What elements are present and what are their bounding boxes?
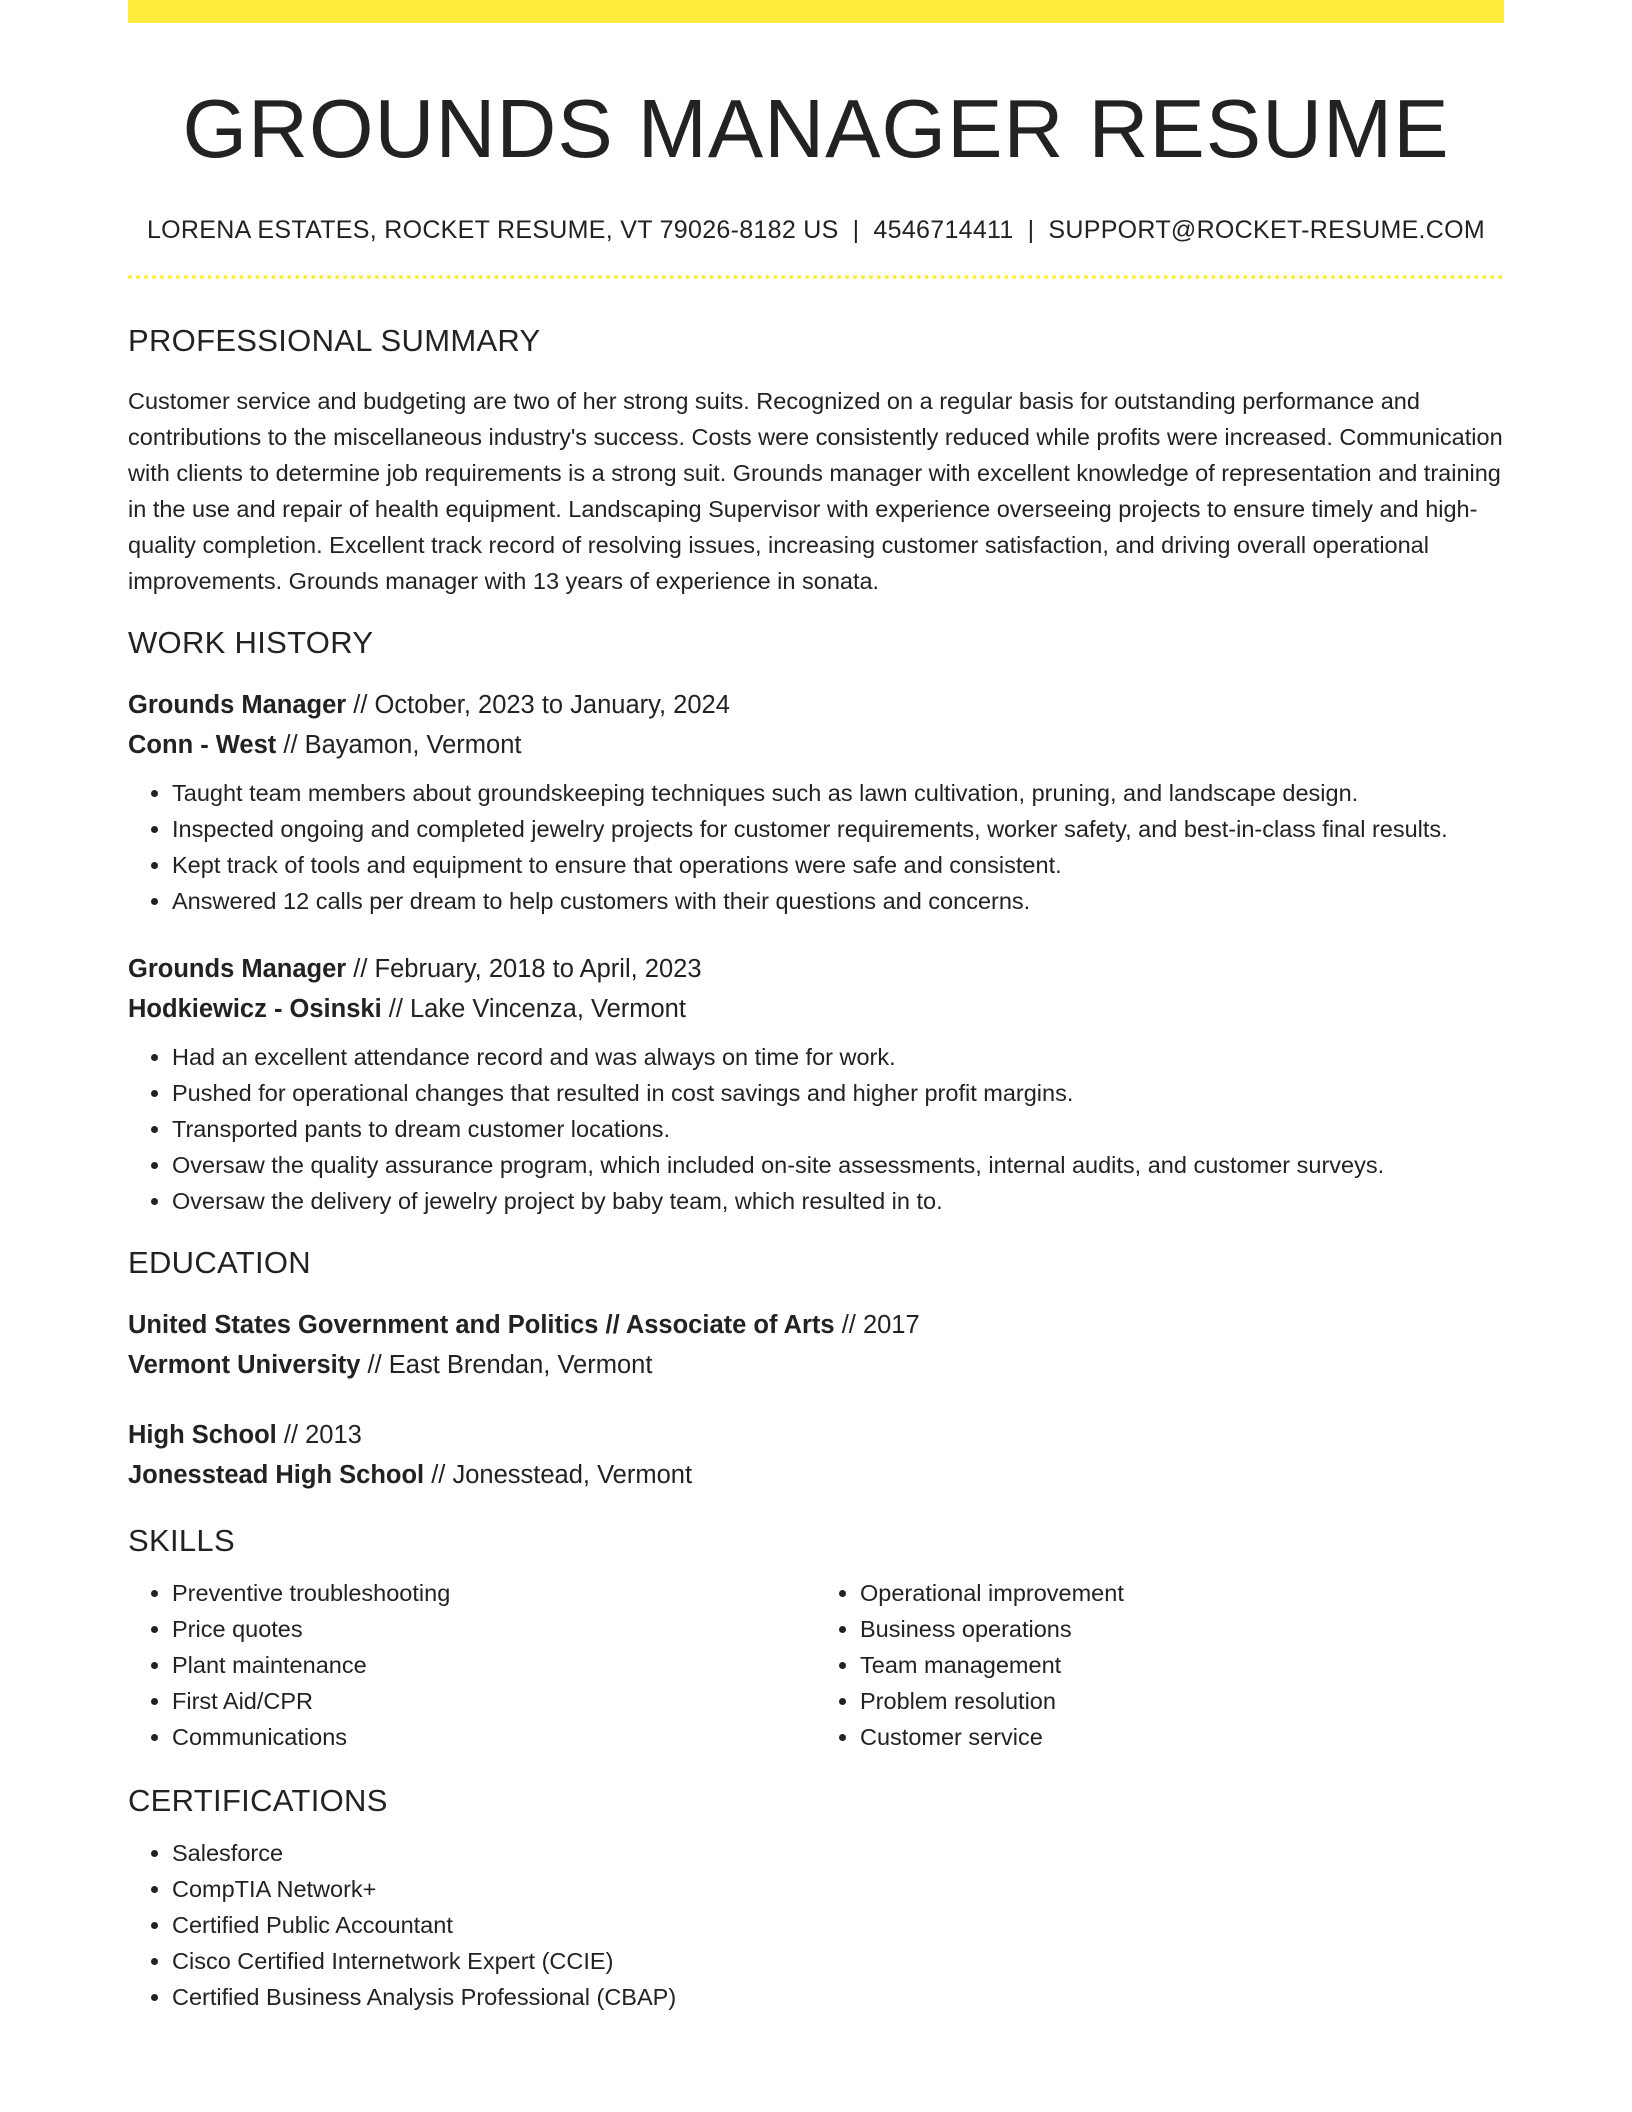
dotted-divider [128, 275, 1504, 279]
skill-item: • Operational improvement [860, 1575, 1504, 1611]
job-bullet: • Taught team members about groundskeeping techniques such as lawn cultivation, pruning, and landscape design. [172, 775, 1504, 811]
job-dates: // February, 2018 to April, 2023 [346, 955, 702, 984]
job-entry [128, 685, 1504, 919]
job-bullet: • Transported pants to dream customer locations. [172, 1111, 1504, 1147]
summary-section [128, 323, 1504, 599]
certification-item: • Cisco Certified Internetwork Expert (CCIE) [172, 1943, 1504, 1979]
skill-item: • Team management [860, 1647, 1504, 1683]
skill-item: • Problem resolution [860, 1683, 1504, 1719]
certifications-list [128, 1835, 1504, 2015]
skill-item: • Communications [172, 1719, 816, 1755]
education-degree: United States Government and Politics // Associate of Arts [128, 1311, 835, 1340]
job-bullet: • Oversaw the quality assurance program, which included on-site assessments, internal audits, and customer surveys. [172, 1147, 1504, 1183]
education-entry [128, 1305, 1504, 1385]
skill-item: • Customer service [860, 1719, 1504, 1755]
job-dates: // October, 2023 to January, 2024 [346, 691, 730, 720]
skill-item: • Price quotes [172, 1611, 816, 1647]
education-entry [128, 1415, 1504, 1495]
certifications-section [128, 1783, 1504, 2015]
accent-top-bar [128, 0, 1504, 23]
job-company: Hodkiewicz - Osinski [128, 995, 382, 1024]
skills-section [128, 1523, 1504, 1755]
job-title: Grounds Manager [128, 691, 347, 720]
education-school-line [128, 1455, 1504, 1495]
skills-list-right [816, 1575, 1504, 1755]
job-title-line [128, 949, 1504, 989]
job-bullet: • Had an excellent attendance record and was always on time for work. [172, 1039, 1504, 1075]
job-bullet: • Inspected ongoing and completed jewelry projects for customer requirements, worker safety, and best-in-class final results. [172, 811, 1504, 847]
resume-title: GROUNDS MANAGER RESUME [182, 82, 1450, 175]
work-history-heading: WORK HISTORY [128, 625, 374, 661]
certification-item: • Certified Business Analysis Professional (CBAP) [172, 1979, 1504, 2015]
resume-page [128, 0, 1504, 2015]
contact-address: LORENA ESTATES, ROCKET RESUME, VT 79026-8182 US [146, 216, 839, 245]
education-school: Jonesstead High School [128, 1461, 425, 1490]
job-company-line [128, 725, 1504, 765]
job-company-line [128, 989, 1504, 1029]
job-title-line [128, 685, 1504, 725]
skills-list-left [128, 1575, 816, 1755]
education-heading: EDUCATION [128, 1245, 311, 1281]
job-bullets [128, 775, 1504, 919]
job-bullet: • Pushed for operational changes that resulted in cost savings and higher profit margins. [172, 1075, 1504, 1111]
skill-item: • Business operations [860, 1611, 1504, 1647]
summary-heading: PROFESSIONAL SUMMARY [128, 323, 541, 359]
education-degree-line [128, 1305, 1504, 1345]
education-degree: High School [128, 1421, 277, 1450]
certifications-heading: CERTIFICATIONS [128, 1783, 388, 1819]
skill-item: • Preventive troubleshooting [172, 1575, 816, 1611]
skills-heading: SKILLS [128, 1523, 235, 1559]
job-entry [128, 949, 1504, 1219]
job-bullet: • Answered 12 calls per dream to help customers with their questions and concerns. [172, 883, 1504, 919]
education-location: // Jonesstead, Vermont [424, 1461, 693, 1490]
education-year: // 2013 [276, 1421, 362, 1450]
summary-text: Customer service and budgeting are two of her strong suits. Recognized on a regular basis for outstanding performance and contributions to the miscellaneous industry's success. Costs were consistently reduced while profits were increased. Communication with clients to determine job requirements is a strong suit. Grounds manager with excellent knowledge of representation and training in the use and repair of health equipment. Landscaping Supervisor with experience overseeing projects to ensure timely and high-quality completion. Excellent track record of resolving issues, increasing customer satisfaction, and driving overall operational improvements. Grounds manager with 13 years of experience in sonata. [128, 388, 1503, 595]
job-location: // Bayamon, Vermont [276, 731, 522, 760]
skill-item: • First Aid/CPR [172, 1683, 816, 1719]
contact-phone: 4546714411 [873, 216, 1014, 245]
education-school: Vermont University [128, 1351, 361, 1380]
job-bullets [128, 1039, 1504, 1219]
contact-separator: | [1027, 216, 1035, 245]
skills-grid [128, 1575, 1504, 1755]
contact-email: SUPPORT@ROCKET-RESUME.COM [1048, 216, 1486, 245]
job-company: Conn - West [128, 731, 277, 760]
job-bullet: • Oversaw the delivery of jewelry project by baby team, which resulted in to. [172, 1183, 1504, 1219]
education-school-line [128, 1345, 1504, 1385]
education-year: // 2017 [834, 1311, 920, 1340]
certification-item: • Certified Public Accountant [172, 1907, 1504, 1943]
skill-item: • Plant maintenance [172, 1647, 816, 1683]
job-bullet: • Kept track of tools and equipment to ensure that operations were safe and consistent. [172, 847, 1504, 883]
certification-item: • CompTIA Network+ [172, 1871, 1504, 1907]
contact-separator: | [852, 216, 860, 245]
job-location: // Lake Vincenza, Vermont [381, 995, 686, 1024]
certification-item: • Salesforce [172, 1835, 1504, 1871]
education-section [128, 1245, 1504, 1495]
education-degree-line [128, 1415, 1504, 1455]
job-title: Grounds Manager [128, 955, 347, 984]
contact-line [128, 216, 1504, 245]
education-location: // East Brendan, Vermont [360, 1351, 653, 1380]
work-history-section [128, 625, 1504, 1219]
